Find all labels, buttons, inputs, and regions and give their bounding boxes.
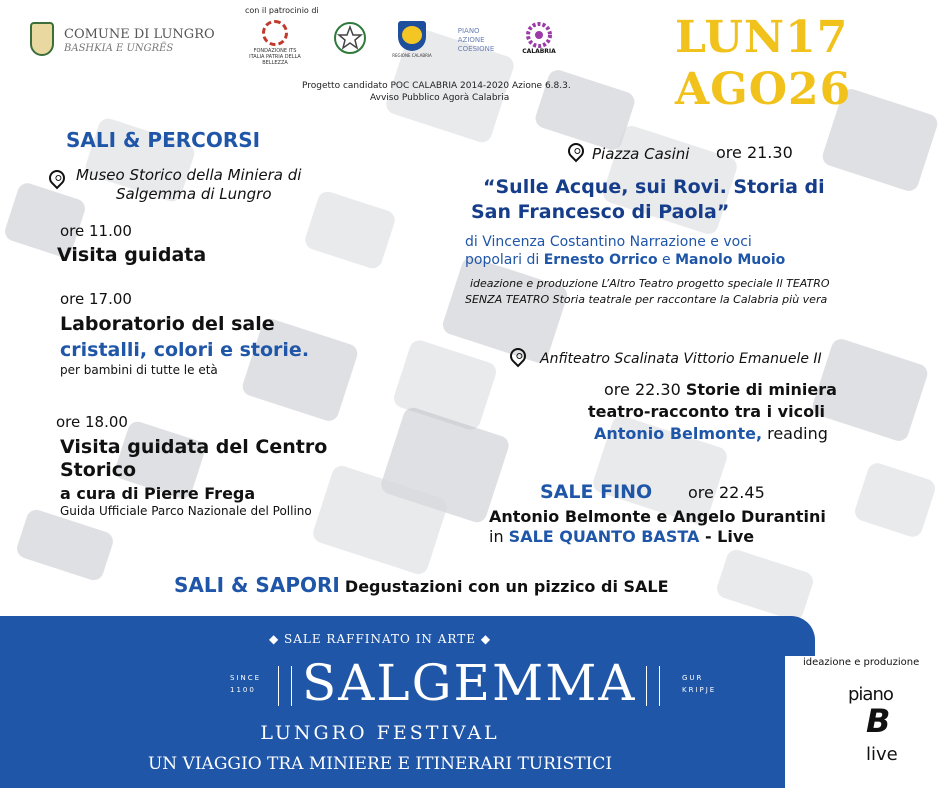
producer-label: ideazione e produzione <box>803 657 920 668</box>
sapori-text: Degustazioni con un pizzico di SALE <box>344 577 669 596</box>
date-line-1: LUN17 <box>675 12 849 63</box>
event2-subtitle: cristalli, colori e storie. <box>60 339 310 361</box>
festival-name: LUNGRO FESTIVAL <box>260 722 500 744</box>
event1-title: Visita guidata <box>57 244 207 266</box>
location-pin-icon <box>46 167 69 190</box>
brand-bars-left <box>278 666 292 706</box>
event1-time: ore 11.00 <box>60 222 132 240</box>
diamond-icon: ◆ <box>268 632 280 646</box>
star-emblem-icon <box>333 21 367 55</box>
producer-logo-line-3: live <box>866 744 898 765</box>
production-line-2: SENZA TEATRO Storia teatrale per raccontare la Calabria più vera <box>465 293 828 306</box>
comune-subtitle: BASHKIA E UNGRËS <box>64 43 174 54</box>
sapori-title: SALI & SAPORI <box>174 573 340 597</box>
project-line-2: Avviso Pubblico Agorà Calabria <box>370 93 510 103</box>
calabria-logo <box>515 16 563 60</box>
production-line-1: ideazione e produzione L’Altro Teatro progetto speciale Il TEATRO <box>470 277 830 290</box>
credits-prefix: popolari di <box>465 252 544 268</box>
event3-title-line-1: Visita guidata del Centro <box>60 436 328 458</box>
regione-shield-icon <box>398 21 426 51</box>
piano-logo-text: PIANO AZIONE COESIONE <box>457 26 495 53</box>
location-museo-line-1: Museo Storico della Miniera di <box>76 166 302 184</box>
brand-name: SALGEMMA <box>302 654 637 712</box>
event3-by: a cura di Pierre Frega <box>60 484 256 503</box>
salefino-in: in <box>489 527 509 546</box>
brand-bars-right <box>646 666 660 706</box>
location-piazza-casini: Piazza Casini <box>592 145 690 163</box>
show-title-line-2: San Francesco di Paola” <box>471 201 730 223</box>
credits-name-orrico: Ernesto Orrico <box>543 252 658 268</box>
producer-logo-line-2: B <box>866 702 891 740</box>
right-line-1: GUR <box>682 674 704 682</box>
loc2-title-2: teatro-racconto tra i vicoli <box>588 402 826 421</box>
event2-time: ore 17.00 <box>60 290 132 308</box>
location-anfiteatro: Anfiteatro Scalinata Vittorio Emanuele II <box>540 351 822 367</box>
salefino-artists: Antonio Belmonte e Angelo Durantini <box>489 507 826 526</box>
salefino-show-line <box>489 527 754 546</box>
patrocinio-label: con il patrocinio di <box>245 6 319 15</box>
location-pin-icon <box>565 140 588 163</box>
sapori-line <box>174 573 669 597</box>
loc2-artist-line <box>594 424 828 443</box>
fondazione-logo <box>240 18 310 68</box>
loc2-line <box>604 380 837 399</box>
event2-title: Laboratorio del sale <box>60 313 275 335</box>
loc2-time: ore 22.30 <box>604 380 681 399</box>
event3-time: ore 18.00 <box>56 413 128 431</box>
credits-name-muoio: Manolo Muoio <box>675 252 786 268</box>
slogan: UN VIAGGIO TRA MINIERE E ITINERARI TURISTICI <box>147 754 613 774</box>
event3-note: Guida Ufficiale Parco Nazionale del Pollino <box>60 504 312 518</box>
comune-crest-icon <box>30 22 54 56</box>
credits-and: e <box>657 252 676 268</box>
calabria-logo-text: CALABRIA <box>522 47 556 55</box>
event2-note: per bambini di tutte le età <box>60 363 218 377</box>
loc2-title-1: Storie di miniera <box>685 380 837 399</box>
footer-tagline-text: SALE RAFFINATO IN ARTE <box>284 632 476 646</box>
project-line-1: Progetto candidato POC CALABRIA 2014-2020 Azione 6.8.3. <box>302 81 571 91</box>
event3-title-line-2: Storico <box>60 459 137 481</box>
salefino-title: SALE FINO <box>540 481 653 503</box>
fondazione-logo-text: FONDAZIONE ITS ITALIA PATRIA DELLA BELLEZZA <box>249 48 301 66</box>
piano-azione-coesione-logo <box>448 20 504 60</box>
regione-calabria-logo <box>392 16 432 62</box>
producer-logo-line-1: piano <box>848 684 893 705</box>
footer-tagline <box>0 632 760 646</box>
show-title-line-1: “Sulle Acque, sui Rovi. Storia di <box>483 176 825 198</box>
salefino-show: SALE QUANTO BASTA <box>508 527 700 546</box>
diamond-icon: ◆ <box>480 632 492 646</box>
footer-band <box>0 616 785 788</box>
loc2-artist: Antonio Belmonte, <box>594 424 763 443</box>
location-piazza-time: ore 21.30 <box>716 143 793 162</box>
salefino-live: - Live <box>699 527 755 546</box>
location-museo-line-2: Salgemma di Lungro <box>116 185 272 203</box>
since-line-1: SINCE <box>230 674 262 682</box>
regione-logo-text: REGIONE CALABRIA <box>392 52 432 58</box>
salefino-time: ore 22.45 <box>688 483 765 502</box>
sunburst-icon <box>526 22 552 48</box>
right-line-2: KRIPJE <box>682 686 717 694</box>
date-line-2: AGO26 <box>675 64 852 115</box>
repubblica-logo <box>330 18 370 58</box>
credits-line-1: di Vincenza Costantino Narrazione e voci <box>465 234 752 250</box>
comune-title: COMUNE DI LUNGRO <box>64 27 215 42</box>
since-line-2: 1100 <box>230 686 256 694</box>
fondazione-logo-icon <box>262 20 288 46</box>
section-title-sali-percorsi: SALI & PERCORSI <box>66 128 261 152</box>
credits-line-2 <box>465 252 785 268</box>
loc2-artist-role: reading <box>762 424 828 443</box>
